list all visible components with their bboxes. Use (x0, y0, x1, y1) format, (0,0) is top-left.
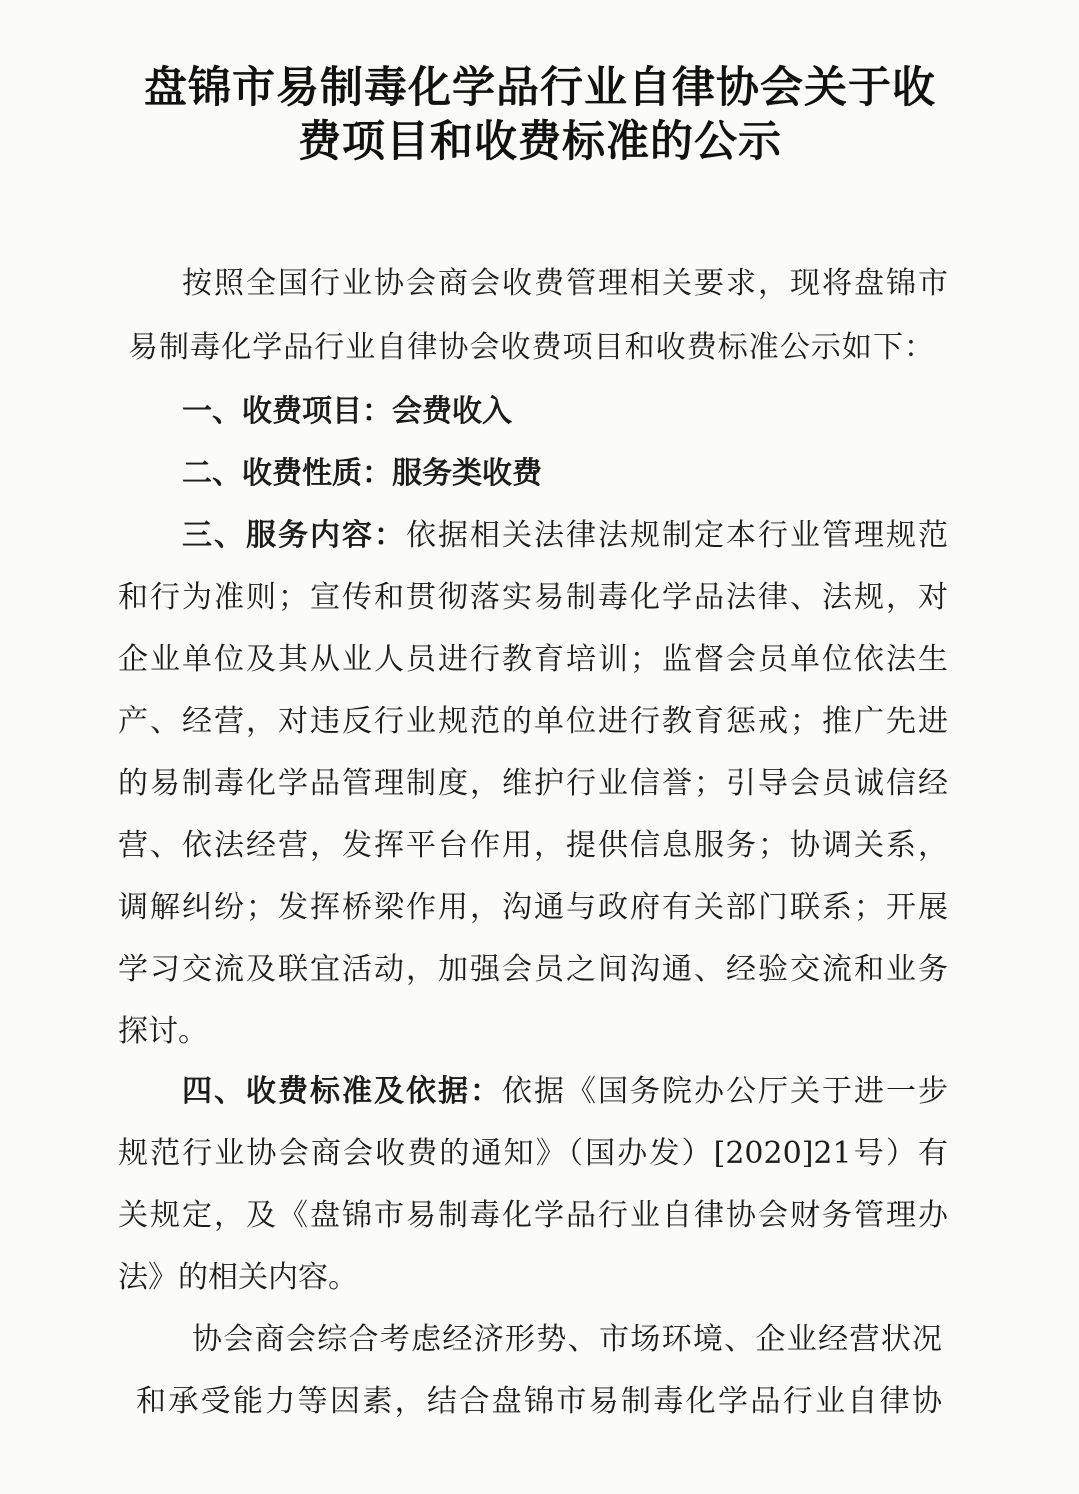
item-3-line: 产、经营，对违反行业规范的单位进行教育惩戒；推广先进 (118, 704, 948, 739)
item-1 (182, 386, 948, 430)
item-2-label: 二、收费性质： (182, 456, 392, 491)
item-4-line: 关规定，及《盘锦市易制毒化学品行业自律协会财务管理办 (118, 1198, 948, 1233)
intro-line-1: 按照全国行业协会商会收费管理相关要求，现将盘锦市 (182, 266, 948, 301)
closing-line-2: 和承受能力等因素，结合盘锦市易制毒化学品行业自律协 (136, 1384, 942, 1419)
item-2 (182, 448, 948, 492)
item-4-line: 法》的相关内容。 (118, 1260, 358, 1295)
item-3-first-line (182, 510, 948, 554)
item-3-line: 调解纠纷；发挥桥梁作用，沟通与政府有关部门联系；开展 (118, 890, 948, 925)
document-title-line-1: 盘锦市易制毒化学品行业自律协会关于收 (144, 63, 936, 113)
item-3-line: 的易制毒化学品管理制度，维护行业信誉；引导会员诚信经 (118, 766, 948, 801)
item-4-label: 四、收费标准及依据： (182, 1074, 502, 1109)
document-title-line-2: 费项目和收费标准的公示 (298, 117, 782, 167)
item-1-value: 会费收入 (392, 394, 512, 429)
item-3-first-text: 依据相关法律法规制定本行业管理规范 (406, 518, 948, 553)
item-4-first-line (182, 1066, 948, 1110)
item-3-line: 企业单位及其从业人员进行教育培训；监督会员单位依法生 (118, 642, 948, 677)
closing-line-1: 协会商会综合考虑经济形势、市场环境、企业经营状况 (192, 1322, 942, 1357)
item-3-line: 和行为准则；宣传和贯彻落实易制毒化学品法律、法规，对 (118, 580, 948, 615)
item-4-line: 规范行业协会商会收费的通知》（国办发）[2020]21号）有 (118, 1136, 948, 1171)
item-3-line: 学习交流及联宜活动，加强会员之间沟通、经验交流和业务 (118, 952, 948, 987)
item-3-line: 营、依法经营，发挥平台作用，提供信息服务；协调关系， (118, 828, 948, 863)
item-1-label: 一、收费项目： (182, 394, 392, 429)
item-4-first-text: 依据《国务院办公厅关于进一步 (502, 1074, 948, 1109)
item-3-label: 三、服务内容： (182, 518, 406, 553)
intro-line-2: 易制毒化学品行业自律协会收费项目和收费标准公示如下： (128, 330, 934, 365)
item-2-value: 服务类收费 (392, 456, 542, 491)
item-3-line: 探讨。 (118, 1014, 208, 1049)
